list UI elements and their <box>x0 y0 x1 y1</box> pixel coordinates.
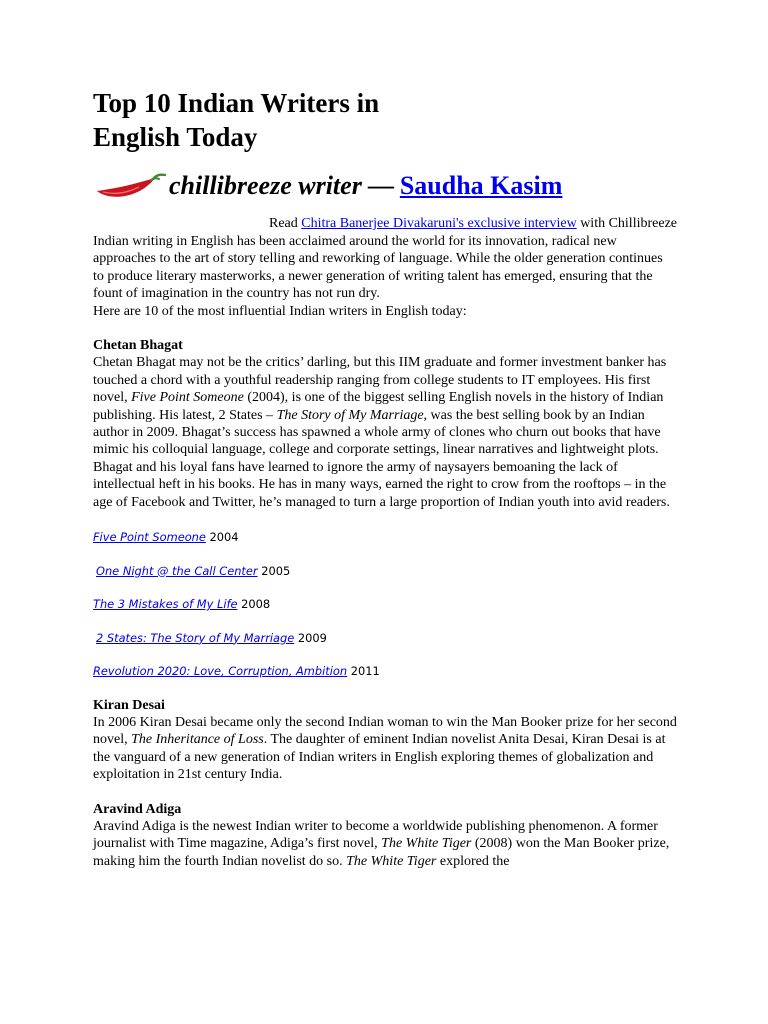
page-title-line-1: Top 10 Indian Writers in <box>93 88 380 118</box>
book-item <box>93 630 677 664</box>
bio-book-title: The White Tiger <box>346 853 437 869</box>
book-link[interactable]: One Night @ the Call Center <box>96 563 258 578</box>
byline-dash: — <box>367 171 394 200</box>
book-year: 2009 <box>297 630 327 645</box>
bio-text: . The daughter of eminent Indian novelist Anita Desai, Kiran Desai is at the vanguard of a new generation of Indian writers in English exploring themes of globalization and exploitation in 21st century India. <box>93 732 666 783</box>
byline <box>93 166 677 206</box>
interview-promo-suffix: with Chillibreeze <box>576 216 677 231</box>
bio-book-title: The White Tiger <box>381 836 472 852</box>
byline-label: chillibreeze writer <box>169 171 362 200</box>
bio-book-title: The Inheritance of Loss <box>131 732 264 748</box>
bio-text: In 2006 Kiran Desai became only the second Indian woman to win the Man Booker prize for her second novel, <box>93 715 677 748</box>
interview-link[interactable]: Chitra Banerjee Divakaruni's exclusive interview <box>301 216 577 231</box>
book-item <box>93 529 677 563</box>
writer-name-aravind-adiga: Aravind Adiga <box>93 801 182 817</box>
book-year: 2005 <box>261 563 291 578</box>
book-year: 2004 <box>209 530 239 545</box>
page-title-line-2: English Today <box>93 122 258 152</box>
bio-text: Aravind Adiga is the newest Indian writer to become a worldwide publishing phenomenon. A former journalist with Time magazine, Adiga’s first novel, <box>93 819 658 852</box>
bio-text: , was the best selling book by an Indian author in 2009. Bhagat’s success has spawned a whole army of clones who churn out books that have mimic his colloquial language, college and corporate settings, linear narratives and lightweight plots. Bhagat and his loyal fans have learned to ignore the army of naysayers bemoaning the lack of intellectual heft in his books. He has in many ways, earned the right to crow from the rooftops – in the age of Facebook and Twitter, he’s managed to turn a large proportion of Indian youth into avid readers. <box>93 407 670 510</box>
writer-bio-chetan-bhagat <box>93 354 677 511</box>
writer-name-kiran-desai: Kiran Desai <box>93 697 165 713</box>
article <box>93 86 677 870</box>
bio-book-title: Five Point Someone <box>131 390 244 406</box>
book-item <box>93 663 677 697</box>
book-link[interactable]: 2 States: The Story of My Marriage <box>96 630 295 645</box>
book-link[interactable]: The 3 Mistakes of My Life <box>93 597 238 612</box>
intro-paragraph: Indian writing in English has been acclaimed around the world for its innovation, radical new approaches to the art of story telling and reworking of language. While the older generation continues to produce literary masterworks, a newer generation of writing talent has emerged, ensuring that the fount of imagination in the country has not run dry. <box>93 234 663 302</box>
book-item <box>93 563 677 597</box>
book-year: 2008 <box>241 597 271 612</box>
bio-text: explored the <box>436 853 510 869</box>
interview-promo <box>93 215 677 233</box>
writer-bio-aravind-adiga <box>93 818 677 870</box>
writer-bio-kiran-desai <box>93 714 677 784</box>
bio-text: Chetan Bhagat may not be the critics’ darling, but this IIM graduate and former investment banker has touched a chord with a youthful readership ranging from college students to IT employees. His first novel, <box>93 355 667 406</box>
writer-name-chetan-bhagat: Chetan Bhagat <box>93 338 183 354</box>
bio-text: (2008) won the Man Booker prize, making him the fourth Indian novelist do so. <box>93 836 670 869</box>
book-item <box>93 596 677 630</box>
book-link[interactable]: Revolution 2020: Love, Corruption, Ambition <box>93 664 348 679</box>
book-link[interactable]: Five Point Someone <box>93 530 206 545</box>
list-intro-paragraph: Here are 10 of the most influential Indian writers in English today: <box>93 303 467 319</box>
book-list-chetan-bhagat <box>93 529 677 697</box>
interview-promo-prefix: Read <box>268 216 302 231</box>
page-title <box>93 86 677 154</box>
bio-book-title: The Story of My Marriage <box>276 407 424 423</box>
chilli-pepper-icon <box>93 169 169 203</box>
bio-text: (2004), is one of the biggest selling English novels in the history of Indian publishing. His latest, 2 States – <box>93 390 664 423</box>
author-link[interactable]: Saudha Kasim <box>399 171 563 200</box>
book-year: 2011 <box>350 664 380 679</box>
